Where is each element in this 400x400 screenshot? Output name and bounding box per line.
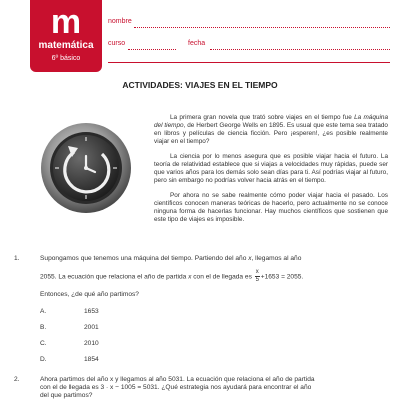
question-2-line-1: Ahora partimos del año x y llegamos al año 5031. La ecuación que relaciona el año de partida <box>40 376 315 383</box>
date-field-label: fecha <box>188 40 206 47</box>
date-field-line[interactable] <box>210 49 390 50</box>
question-2-number: 2. <box>14 376 20 383</box>
intro-paragraph-3: Por ahora no se sabe realmente cómo poder viajar hacia el pasado. Los científicos conocen maneras teóricas de hacerlo, pero actualmente no se conoce ninguna forma de hacerlas funcionar. Hay muchos científicos que sostienen que este tipo de viajes es imposible. <box>154 192 388 223</box>
question-1-number: 1. <box>14 255 20 262</box>
intro-text <box>154 114 388 231</box>
subject-logo <box>30 0 102 72</box>
question-1-options <box>40 308 240 372</box>
intro-paragraph-2: La ciencia por lo menos asegura que es posible viajar hacia el futuro. La teoría de relatividad establece que si viajas a velocidades muy rápidas, puede ser que varios años para los demás solo sean días para ti. Así podrías viajar al futuro, pero sin embargo no podrías volver hacia atrás en el tiempo. <box>154 153 388 184</box>
option-d[interactable]: D. 1854 <box>40 356 99 363</box>
header-divider <box>108 62 390 63</box>
course-field-label: curso <box>108 40 126 47</box>
question-1-line-1: Supongamos que tenemos una máquina del tiempo. Partiendo del año x, llegamos al año <box>40 255 302 262</box>
fraction: $\frac{x}{5}$ <box>255 269 259 283</box>
question-2 <box>14 376 390 400</box>
intro-paragraph-1: La primera gran novela que trató sobre viajes en el tiempo fue La máquina del tiempo, de Herbert George Wells en 1895. Es usual que este tema sea tratado en libros y películas de ciencia ficción. Pero ¡esperen!, ¿es posible realmente viajar en el tiempo? <box>154 114 388 145</box>
name-field-line[interactable] <box>134 27 390 28</box>
equation: 3 · x − 1005 = 5031 <box>100 384 158 391</box>
option-b[interactable]: B. 2001 <box>40 324 99 331</box>
option-a[interactable]: A. 1653 <box>40 308 99 315</box>
novel-title: La máquina del tiempo <box>154 114 388 129</box>
option-c[interactable]: C. 2010 <box>40 340 99 347</box>
question-1-line-3: Entonces, ¿de qué año partimos? <box>40 291 139 298</box>
time-travel-clock-icon <box>40 122 132 214</box>
question-2-line-2: con el de llegada es 3 · x − 1005 = 5031. ¿Qué estrategia nos ayudará para encontrar el año <box>40 384 312 391</box>
logo-grade: 6º básico <box>51 55 81 62</box>
logo-letter: m <box>50 3 82 41</box>
course-date-field-row <box>108 38 390 52</box>
logo-subject-name: matemática <box>38 40 94 51</box>
course-field-line[interactable] <box>128 49 176 50</box>
question-1-line-2: 2055. La ecuación que relaciona el año de partida x con el de llegada es $\frac{x}{5}$ +1653 = 2055. <box>40 269 304 283</box>
name-field-row <box>108 16 390 30</box>
question-1 <box>14 254 390 305</box>
question-2-line-3: del que partimos? <box>40 392 93 399</box>
name-field-label: nombre <box>108 18 132 25</box>
page-title: ACTIVIDADES: VIAJES EN EL TIEMPO <box>122 80 278 90</box>
